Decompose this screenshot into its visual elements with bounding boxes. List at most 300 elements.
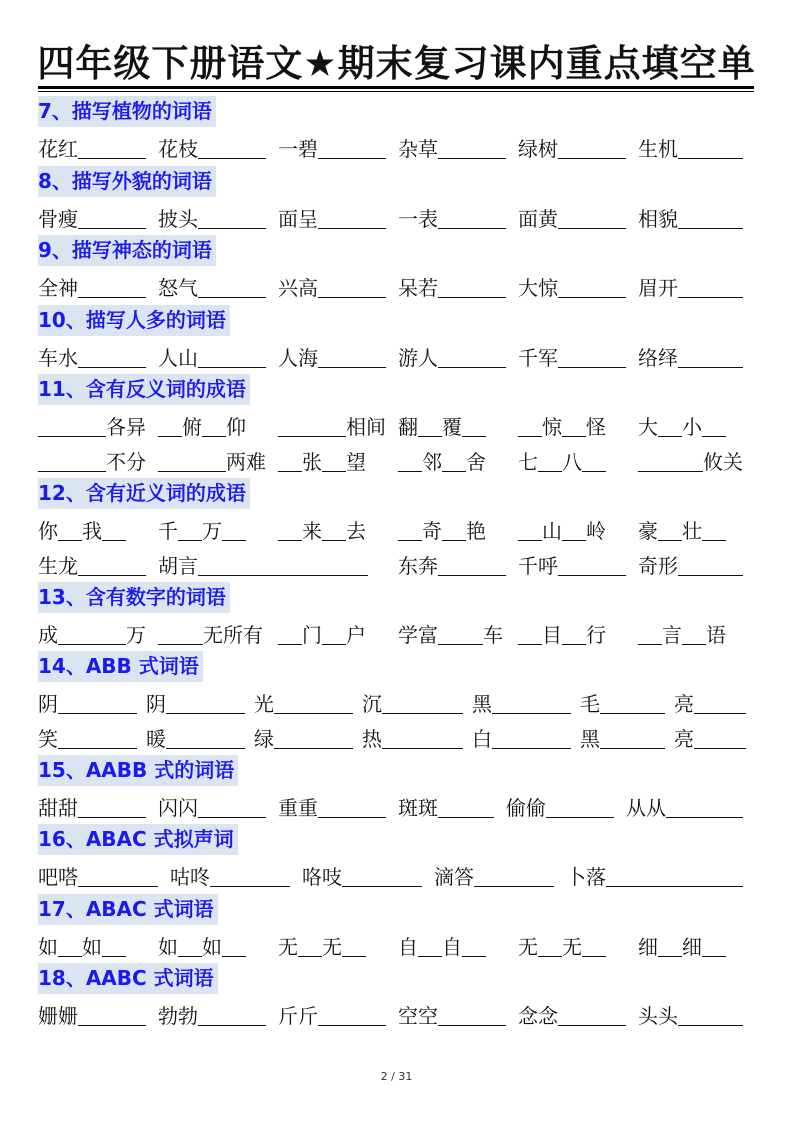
answer-blank[interactable]	[538, 932, 562, 957]
answer-blank[interactable]	[38, 447, 106, 472]
section-heading: 7、描写植物的词语	[38, 96, 216, 127]
answer-blank[interactable]	[318, 793, 386, 818]
answer-blank[interactable]	[418, 412, 442, 437]
answer-blank[interactable]	[558, 1001, 626, 1026]
section-heading: 17、ABAC 式词语	[38, 894, 218, 925]
fill-item	[518, 443, 606, 477]
prompt-text: 山	[542, 519, 562, 543]
prompt-text: 怪	[586, 415, 606, 439]
prompt-text: 亮	[674, 692, 694, 716]
prompt-text: 空空	[398, 1004, 438, 1028]
prompt-text: 骨瘦	[38, 207, 78, 231]
answer-blank[interactable]	[298, 932, 322, 957]
answer-blank[interactable]	[518, 620, 542, 645]
prompt-text: 咕咚	[170, 865, 210, 889]
answer-blank[interactable]	[398, 447, 422, 472]
fill-row	[0, 858, 793, 892]
fill-item	[580, 685, 665, 719]
answer-blank[interactable]	[198, 1001, 266, 1026]
answer-blank[interactable]	[518, 412, 542, 437]
answer-blank[interactable]	[58, 724, 137, 749]
answer-blank[interactable]	[438, 134, 506, 159]
prompt-text: 姗姗	[38, 1004, 78, 1028]
fill-item	[38, 997, 146, 1031]
fill-item	[518, 928, 606, 962]
fill-item	[302, 858, 422, 892]
fill-item	[158, 339, 266, 373]
fill-item	[158, 408, 246, 442]
answer-blank[interactable]	[318, 1001, 386, 1026]
prompt-text: 闪闪	[158, 796, 198, 820]
prompt-text: 杂草	[398, 137, 438, 161]
prompt-text: 游人	[398, 346, 438, 370]
prompt-text: 相间	[346, 415, 386, 439]
fill-item	[158, 616, 263, 650]
answer-blank[interactable]	[322, 447, 346, 472]
fill-item	[158, 269, 266, 303]
prompt-text: 无所有	[203, 623, 263, 647]
prompt-text: 门	[302, 623, 322, 647]
section-heading: 12、含有近义词的成语	[38, 478, 250, 509]
prompt-text: 一表	[398, 207, 438, 231]
prompt-text: 学富	[398, 623, 438, 647]
answer-blank[interactable]	[438, 793, 494, 818]
prompt-text: 络绎	[638, 346, 678, 370]
answer-blank[interactable]	[682, 620, 706, 645]
answer-blank[interactable]	[462, 412, 486, 437]
prompt-text: 成	[38, 623, 58, 647]
answer-blank[interactable]	[158, 412, 182, 437]
fill-item	[278, 928, 366, 962]
answer-blank[interactable]	[600, 724, 665, 749]
fill-item	[638, 443, 743, 477]
fill-item	[278, 339, 386, 373]
answer-blank[interactable]	[562, 516, 586, 541]
page-title: 四年级下册语文★期末复习课内重点填空单	[37, 42, 756, 85]
prompt-text: 邻	[422, 450, 442, 474]
section-heading: 16、ABAC 式拟声词	[38, 824, 238, 855]
answer-blank[interactable]	[198, 343, 266, 368]
prompt-text: 来	[302, 519, 322, 543]
answer-blank[interactable]	[342, 862, 422, 887]
prompt-text: 细	[682, 935, 702, 959]
answer-blank[interactable]	[678, 204, 743, 229]
fill-item	[278, 130, 386, 164]
answer-blank[interactable]	[582, 932, 606, 957]
answer-blank[interactable]	[638, 620, 662, 645]
prompt-text: 仰	[226, 415, 246, 439]
fill-row	[0, 720, 793, 754]
prompt-text: 车水	[38, 346, 78, 370]
fill-row	[0, 408, 793, 442]
fill-item	[146, 685, 245, 719]
answer-blank[interactable]	[418, 932, 442, 957]
answer-blank[interactable]	[58, 516, 82, 541]
answer-blank[interactable]	[322, 620, 346, 645]
fill-item	[278, 269, 386, 303]
answer-blank[interactable]	[78, 204, 146, 229]
section-heading: 14、ABB 式词语	[38, 651, 203, 682]
answer-blank[interactable]	[666, 793, 743, 818]
fill-item	[398, 997, 506, 1031]
prompt-text: 无	[322, 935, 342, 959]
answer-blank[interactable]	[398, 516, 422, 541]
fill-item	[518, 408, 606, 442]
prompt-text: 勃勃	[158, 1004, 198, 1028]
answer-blank[interactable]	[702, 412, 726, 437]
prompt-text: 舍	[466, 450, 486, 474]
fill-item	[254, 720, 353, 754]
prompt-text: 细	[638, 935, 658, 959]
fill-item	[518, 339, 626, 373]
fill-item	[158, 512, 246, 546]
fill-item	[472, 720, 571, 754]
fill-item	[170, 858, 290, 892]
fill-row	[0, 443, 793, 477]
answer-blank[interactable]	[178, 516, 202, 541]
answer-blank[interactable]	[518, 516, 542, 541]
answer-blank[interactable]	[606, 862, 743, 887]
prompt-text: 千军	[518, 346, 558, 370]
fill-row	[0, 130, 793, 164]
fill-item	[518, 512, 606, 546]
answer-blank[interactable]	[558, 551, 626, 576]
fill-item	[638, 547, 743, 581]
fill-item	[398, 443, 486, 477]
fill-item	[398, 616, 503, 650]
fill-item	[638, 512, 726, 546]
fill-item	[158, 200, 266, 234]
fill-item	[278, 789, 386, 823]
prompt-text: 人山	[158, 346, 198, 370]
fill-item	[398, 130, 506, 164]
answer-blank[interactable]	[658, 412, 682, 437]
answer-blank[interactable]	[278, 447, 302, 472]
answer-blank[interactable]	[438, 620, 483, 645]
fill-item	[38, 616, 146, 650]
prompt-text: 自	[442, 935, 462, 959]
fill-item	[638, 130, 743, 164]
prompt-text: 我	[82, 519, 102, 543]
answer-blank[interactable]	[198, 793, 266, 818]
fill-item	[158, 130, 266, 164]
answer-blank[interactable]	[318, 134, 386, 159]
answer-blank[interactable]	[442, 447, 466, 472]
answer-blank[interactable]	[58, 620, 126, 645]
answer-blank[interactable]	[198, 134, 266, 159]
prompt-text: 面黄	[518, 207, 558, 231]
section-heading: 8、描写外貌的词语	[38, 166, 216, 197]
prompt-text: 万	[202, 519, 222, 543]
answer-blank[interactable]	[546, 793, 614, 818]
prompt-text: 两难	[226, 450, 266, 474]
prompt-text: 热	[362, 727, 382, 751]
fill-item	[398, 928, 486, 962]
answer-blank[interactable]	[198, 551, 368, 576]
prompt-text: 甜甜	[38, 796, 78, 820]
prompt-text: 吧嗒	[38, 865, 78, 889]
prompt-text: 奇形	[638, 554, 678, 578]
fill-item	[398, 339, 506, 373]
answer-blank[interactable]	[198, 273, 266, 298]
prompt-text: 一碧	[278, 137, 318, 161]
answer-blank[interactable]	[658, 932, 682, 957]
answer-blank[interactable]	[638, 447, 703, 472]
prompt-text: 壮	[682, 519, 702, 543]
fill-item	[472, 685, 571, 719]
answer-blank[interactable]	[78, 793, 146, 818]
fill-row	[0, 200, 793, 234]
fill-item	[398, 789, 494, 823]
prompt-text: 生龙	[38, 554, 78, 578]
answer-blank[interactable]	[438, 273, 506, 298]
answer-blank[interactable]	[438, 551, 506, 576]
page-number: 2 / 31	[380, 1070, 413, 1083]
answer-blank[interactable]	[558, 204, 626, 229]
prompt-text: 阴	[146, 692, 166, 716]
fill-item	[638, 339, 743, 373]
prompt-text: 面呈	[278, 207, 318, 231]
answer-blank[interactable]	[382, 724, 463, 749]
fill-item	[38, 858, 158, 892]
section-heading: 11、含有反义词的成语	[38, 374, 250, 405]
fill-item	[38, 130, 146, 164]
answer-blank[interactable]	[558, 134, 626, 159]
answer-blank[interactable]	[474, 862, 554, 887]
answer-blank[interactable]	[58, 932, 82, 957]
prompt-text: 户	[346, 623, 366, 647]
prompt-text: 绿树	[518, 137, 558, 161]
fill-item	[38, 685, 137, 719]
answer-blank[interactable]	[600, 689, 665, 714]
answer-blank[interactable]	[278, 620, 302, 645]
prompt-text: 大	[638, 415, 658, 439]
fill-item	[362, 720, 463, 754]
answer-blank[interactable]	[442, 516, 466, 541]
fill-item	[518, 547, 626, 581]
answer-blank[interactable]	[38, 412, 106, 437]
prompt-text: 覆	[442, 415, 462, 439]
prompt-text: 斑斑	[398, 796, 438, 820]
prompt-text: 笑	[38, 727, 58, 751]
answer-blank[interactable]	[78, 1001, 146, 1026]
prompt-text: 头头	[638, 1004, 678, 1028]
prompt-text: 花红	[38, 137, 78, 161]
answer-blank[interactable]	[222, 932, 246, 957]
prompt-text: 行	[586, 623, 606, 647]
prompt-text: 惊	[542, 415, 562, 439]
answer-blank[interactable]	[694, 724, 746, 749]
answer-blank[interactable]	[702, 516, 726, 541]
answer-blank[interactable]	[166, 689, 245, 714]
fill-item	[158, 928, 246, 962]
prompt-text: 俯	[182, 415, 202, 439]
prompt-text: 暖	[146, 727, 166, 751]
section-heading: 15、AABB 式的词语	[38, 755, 238, 786]
answer-blank[interactable]	[102, 516, 126, 541]
answer-blank[interactable]	[318, 343, 386, 368]
answer-blank[interactable]	[78, 343, 146, 368]
fill-item	[38, 339, 146, 373]
fill-item	[158, 997, 266, 1031]
answer-blank[interactable]	[678, 273, 743, 298]
prompt-text: 奇	[422, 519, 442, 543]
prompt-text: 攸关	[703, 450, 743, 474]
answer-blank[interactable]	[274, 724, 353, 749]
prompt-text: 亮	[674, 727, 694, 751]
answer-blank[interactable]	[178, 932, 202, 957]
fill-item	[518, 616, 606, 650]
fill-item	[278, 443, 366, 477]
answer-blank[interactable]	[438, 204, 506, 229]
answer-blank[interactable]	[678, 134, 743, 159]
section-heading: 18、AABC 式词语	[38, 963, 218, 994]
prompt-text: 从从	[626, 796, 666, 820]
prompt-text: 无	[518, 935, 538, 959]
answer-blank[interactable]	[78, 862, 158, 887]
answer-blank[interactable]	[558, 343, 626, 368]
answer-blank[interactable]	[342, 932, 366, 957]
fill-item	[38, 443, 146, 477]
prompt-text: 万	[126, 623, 146, 647]
fill-item	[398, 200, 506, 234]
answer-blank[interactable]	[198, 204, 266, 229]
answer-blank[interactable]	[562, 620, 586, 645]
fill-item	[278, 616, 366, 650]
fill-item	[506, 789, 614, 823]
answer-blank[interactable]	[694, 689, 746, 714]
prompt-text: 咯吱	[302, 865, 342, 889]
fill-item	[278, 408, 386, 442]
answer-blank[interactable]	[78, 134, 146, 159]
answer-blank[interactable]	[678, 1001, 743, 1026]
prompt-text: 光	[254, 692, 274, 716]
prompt-text: 无	[562, 935, 582, 959]
prompt-text: 自	[398, 935, 418, 959]
fill-row	[0, 512, 793, 546]
prompt-text: 如	[202, 935, 222, 959]
answer-blank[interactable]	[158, 447, 226, 472]
prompt-text: 千	[158, 519, 178, 543]
fill-row	[0, 339, 793, 373]
fill-row	[0, 547, 793, 581]
fill-item	[278, 200, 386, 234]
prompt-text: 念念	[518, 1004, 558, 1028]
fill-item	[278, 512, 366, 546]
answer-blank[interactable]	[382, 689, 463, 714]
fill-item	[638, 269, 743, 303]
prompt-text: 岭	[586, 519, 606, 543]
answer-blank[interactable]	[492, 724, 571, 749]
fill-item	[362, 685, 463, 719]
answer-blank[interactable]	[678, 343, 743, 368]
fill-item	[674, 685, 746, 719]
prompt-text: 怒气	[158, 276, 198, 300]
answer-blank[interactable]	[702, 932, 726, 957]
fill-item	[398, 408, 486, 442]
fill-item	[638, 928, 726, 962]
answer-blank[interactable]	[278, 412, 346, 437]
answer-blank[interactable]	[658, 516, 682, 541]
answer-blank[interactable]	[158, 620, 203, 645]
answer-blank[interactable]	[582, 447, 606, 472]
answer-blank[interactable]	[492, 689, 571, 714]
prompt-text: 语	[706, 623, 726, 647]
answer-blank[interactable]	[202, 412, 226, 437]
answer-blank[interactable]	[166, 724, 245, 749]
fill-row	[0, 789, 793, 823]
prompt-text: 八	[562, 450, 582, 474]
fill-item	[518, 130, 626, 164]
answer-blank[interactable]	[78, 551, 146, 576]
fill-item	[626, 789, 743, 823]
prompt-text: 去	[346, 519, 366, 543]
prompt-text: 千呼	[518, 554, 558, 578]
fill-item	[38, 547, 146, 581]
prompt-text: 白	[472, 727, 492, 751]
answer-blank[interactable]	[558, 273, 626, 298]
answer-blank[interactable]	[318, 273, 386, 298]
fill-item	[566, 858, 743, 892]
prompt-text: 阴	[38, 692, 58, 716]
fill-row	[0, 685, 793, 719]
prompt-text: 人海	[278, 346, 318, 370]
title-underline-thin	[38, 91, 754, 92]
prompt-text: 偷偷	[506, 796, 546, 820]
answer-blank[interactable]	[58, 689, 137, 714]
fill-item	[518, 269, 626, 303]
prompt-text: 相貌	[638, 207, 678, 231]
prompt-text: 黑	[580, 727, 600, 751]
answer-blank[interactable]	[678, 551, 743, 576]
answer-blank[interactable]	[210, 862, 290, 887]
fill-item	[434, 858, 554, 892]
prompt-text: 七	[518, 450, 538, 474]
answer-blank[interactable]	[318, 204, 386, 229]
answer-blank[interactable]	[438, 343, 506, 368]
answer-blank[interactable]	[538, 447, 562, 472]
answer-blank[interactable]	[438, 1001, 506, 1026]
answer-blank[interactable]	[222, 516, 246, 541]
answer-blank[interactable]	[102, 932, 126, 957]
prompt-text: 花枝	[158, 137, 198, 161]
prompt-text: 滴答	[434, 865, 474, 889]
fill-row	[0, 616, 793, 650]
answer-blank[interactable]	[274, 689, 353, 714]
prompt-text: 斤斤	[278, 1004, 318, 1028]
prompt-text: 豪	[638, 519, 658, 543]
fill-item	[278, 997, 386, 1031]
prompt-text: 如	[38, 935, 58, 959]
prompt-text: 各异	[106, 415, 146, 439]
answer-blank[interactable]	[322, 516, 346, 541]
fill-item	[398, 547, 506, 581]
prompt-text: 目	[542, 623, 562, 647]
answer-blank[interactable]	[78, 273, 146, 298]
prompt-text: 兴高	[278, 276, 318, 300]
prompt-text: 翻	[398, 415, 418, 439]
fill-item	[158, 443, 266, 477]
section-heading: 13、含有数字的词语	[38, 582, 230, 613]
answer-blank[interactable]	[278, 516, 302, 541]
fill-item	[38, 200, 146, 234]
answer-blank[interactable]	[462, 932, 486, 957]
fill-item	[38, 789, 146, 823]
fill-row	[0, 269, 793, 303]
answer-blank[interactable]	[562, 412, 586, 437]
fill-item	[580, 720, 665, 754]
prompt-text: 如	[158, 935, 178, 959]
